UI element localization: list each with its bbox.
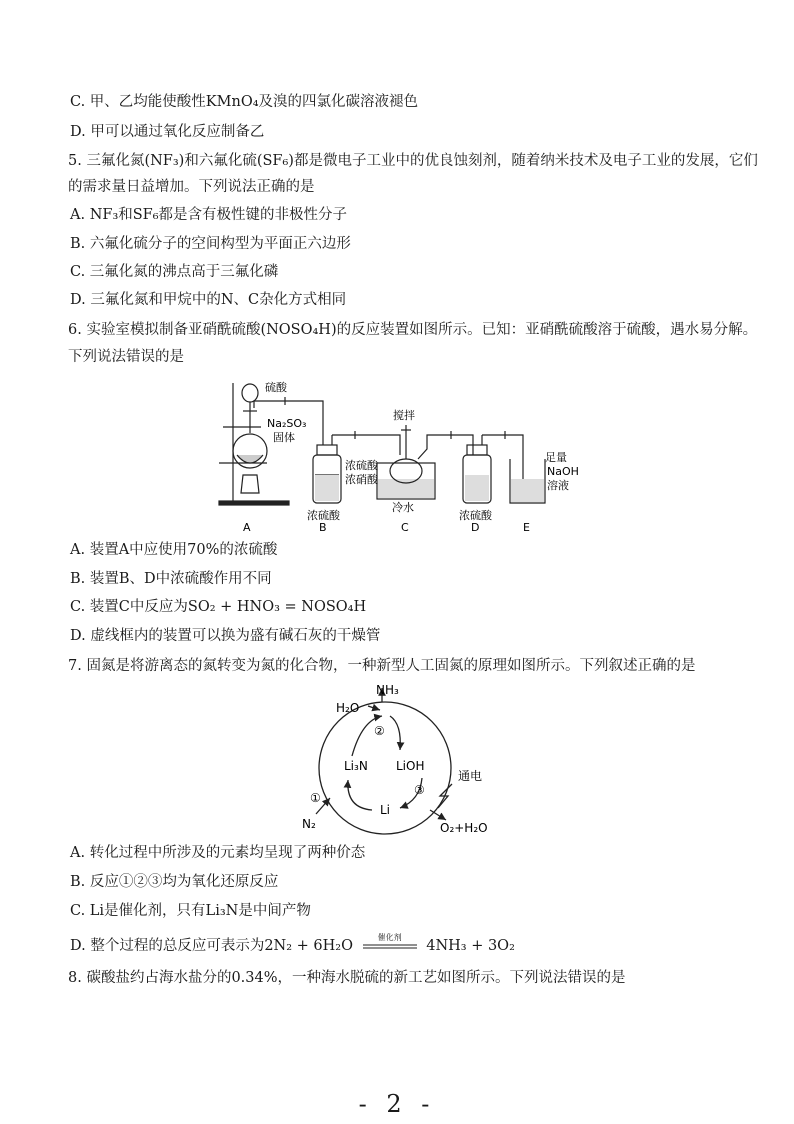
q8-stem: 8. 碳酸盐约占海水盐分的0.34%，一种海水脱硫的新工艺如图所示。下列说法错误的是 bbox=[68, 970, 626, 986]
q5-option-b: B. 六氟化硫分子的空间构型为平面正六边形 bbox=[70, 236, 351, 252]
label-e-line1: 足量 bbox=[545, 451, 567, 464]
label-apparatus-c: C bbox=[401, 521, 409, 534]
q7-option-c: C. Li是催化剂，只有Li₃N是中间产物 bbox=[70, 903, 311, 919]
q7-option-d bbox=[70, 934, 515, 956]
label-e-line2: NaOH bbox=[547, 465, 579, 478]
q7-option-b: B. 反应①②③均为氧化还原反应 bbox=[70, 874, 279, 890]
label-n2: N₂ bbox=[302, 817, 316, 831]
catalyst-label: 催化剂 bbox=[377, 933, 402, 942]
q7-option-d-reactants: D. 整个过程的总反应可表示为2N₂ + 6H₂O bbox=[70, 938, 353, 954]
label-b-liquid: 浓硫酸 bbox=[307, 509, 340, 522]
label-li3n: Li₃N bbox=[344, 759, 368, 773]
q7-stem: 7. 固氮是将游离态的氮转变为氮的化合物，一种新型人工固氮的原理如图所示。下列叙述正确的是 bbox=[68, 658, 696, 674]
q5-option-d: D. 三氟化氮和甲烷中的N、C杂化方式相同 bbox=[70, 292, 347, 308]
equilibrium-arrow-icon bbox=[361, 934, 419, 954]
label-lioh: LiOH bbox=[396, 759, 425, 773]
label-apparatus-a: A bbox=[243, 521, 251, 534]
q5-option-c: C. 三氟化氮的沸点高于三氟化磷 bbox=[70, 264, 279, 280]
q5-stem-line1: 5. 三氟化氮(NF₃)和六氟化硫(SF₆)都是微电子工业中的优良蚀刻剂，随着纳米技术及电子工业的发展，它们 bbox=[68, 153, 758, 169]
label-step3: ③ bbox=[414, 783, 425, 797]
q7-option-a: A. 转化过程中所涉及的元素均呈现了两种价态 bbox=[70, 845, 366, 861]
q4-option-d: D. 甲可以通过氧化反应制备乙 bbox=[70, 124, 265, 140]
label-hno3-conc: 浓硝酸 bbox=[345, 473, 378, 486]
q6-apparatus-figure bbox=[205, 375, 585, 535]
q6-option-b: B. 装置B、D中浓硫酸作用不同 bbox=[70, 571, 272, 587]
label-h2o: H₂O bbox=[336, 701, 360, 715]
page-number: - 2 - bbox=[358, 1090, 436, 1118]
label-apparatus-d: D bbox=[471, 521, 480, 534]
q6-stem-line1: 6. 实验室模拟制备亚硝酰硫酸(NOSO₄H)的反应装置如图所示。已知：亚硝酰硫酸溶于硫酸，遇水易分解。 bbox=[68, 322, 758, 338]
label-na2so3: Na₂SO₃ bbox=[267, 417, 307, 430]
label-step1: ① bbox=[310, 791, 321, 805]
q5-option-a: A. NF₃和SF₆都是含有极性键的非极性分子 bbox=[70, 207, 348, 223]
q6-option-c: C. 装置C中反应为SO₂ + HNO₃ = NOSO₄H bbox=[70, 599, 367, 615]
q7-cycle-figure bbox=[290, 680, 520, 840]
q7-option-d-products: 4NH₃ + 3O₂ bbox=[426, 938, 515, 954]
label-li: Li bbox=[380, 803, 391, 817]
label-step2: ② bbox=[374, 724, 385, 738]
label-d-liquid: 浓硫酸 bbox=[459, 509, 492, 522]
catalyst-arrow bbox=[361, 934, 419, 954]
label-solid: 固体 bbox=[273, 431, 295, 444]
q5-stem-line2: 的需求量日益增加。下列说法正确的是 bbox=[68, 179, 315, 195]
label-e-line3: 溶液 bbox=[547, 479, 569, 492]
label-h2so4-conc: 浓硫酸 bbox=[345, 459, 378, 472]
q6-stem-line2: 下列说法错误的是 bbox=[68, 349, 184, 365]
label-apparatus-b: B bbox=[319, 521, 327, 534]
label-cold-water: 冷水 bbox=[392, 501, 414, 514]
q4-option-c: C. 甲、乙均能使酸性KMnO₄及溴的四氯化碳溶液褪色 bbox=[70, 94, 419, 110]
label-acid: 硫酸 bbox=[265, 381, 287, 394]
label-apparatus-e: E bbox=[523, 521, 530, 534]
label-o2-h2o: O₂+H₂O bbox=[440, 821, 488, 835]
label-stir: 搅拌 bbox=[393, 409, 415, 422]
label-electrify: 通电 bbox=[458, 769, 483, 783]
q6-option-d: D. 虚线框内的装置可以换为盛有碱石灰的干燥管 bbox=[70, 628, 381, 644]
label-nh3: NH₃ bbox=[376, 683, 399, 697]
q6-option-a: A. 装置A中应使用70%的浓硫酸 bbox=[70, 542, 278, 558]
